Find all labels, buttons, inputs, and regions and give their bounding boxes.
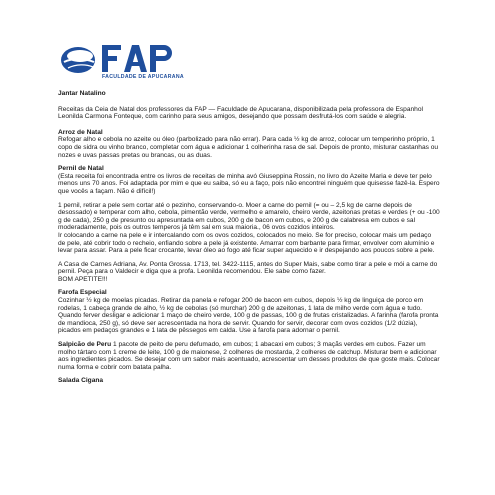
section-text — [58, 341, 440, 371]
logo-subtitle: FACULDADE DE APUCARANA — [102, 74, 184, 80]
section-heading: Pernil de Natal — [58, 165, 104, 173]
section-closing: BOM APETITE!!! — [58, 275, 108, 283]
section-pernil — [58, 165, 440, 283]
section-salada — [58, 377, 440, 385]
section-text: Ir colocando a carne na pele e ir intercalando com os ovos cozidos, colocados no meio. Se for preciso, colocar mais um pedaço de pele, até cobrir todo o recheio, enfiando sobre a pele já existente. Amarrar com barbante para firmar, envolver com alumínio e levar para assar. Para a pele ficar crocante, levar óleo ao fogo até ficar super aquecido e ir despejando aos poucos sobre a pele. — [58, 231, 435, 255]
section-text: Refogar alho e cebola no azeite ou óleo (parbolizado para não errar). Para cada ½ kg de arroz, colocar um temperinho próprio, 1 copo de sidra ou vinho branco, completar com água e adicionar 1 colherinha rasa de sal. Depois de pronto, misturar castanhas ou nozes e uvas passas pretas ou brancas, ou as duas. — [58, 136, 439, 159]
section-heading: Salpicão de Peru — [58, 341, 112, 349]
section-heading: Farofa Especial — [58, 289, 107, 297]
document-body — [58, 90, 440, 391]
section-farofa — [58, 289, 440, 335]
section-text: A Casa de Carnes Adriana, Av. Ponta Grossa. 1713, tel. 3422-1115, antes do Super Mais, sabe como tirar a pele e mói a carne do pernil. Peça para o Valdecir e diga que a profa. Leonilda recomendou. Ele sabe como fazer. — [58, 260, 438, 276]
intro-paragraph: Receitas da Ceia de Natal dos professores da FAP — Faculdade de Apucarana, disponibilizada pela professora de Espanhol Leonilda Carmona Fonteque, com carinho para seus amigos, desejando que possam desfrutá-los com saúde e alegria. — [58, 105, 423, 121]
document-title: Jantar Natalino — [58, 90, 106, 97]
section-arroz — [58, 129, 440, 159]
section-text: 1 pernil, retirar a pele sem cortar até o pezinho, conservando-o. Moer a carne do pernil (= ou – 2,5 kg de carne depois de desossado) e temperar com alho, cebola, pimentão verde, vermelho e amarelo, cheiro verde, azeitonas pretas e verdes (+ ou -100 g de cada), 250 g de presunto ou apresuntada em cubos, 200 g de bacon em cubos, e 200 g de calabresa em cubos e sal moderadamente, pois os outros temperos já têm sal em sua maioria., 06 ovos cozidos inteiros. — [58, 201, 440, 232]
section-salpicao — [58, 341, 440, 371]
section-note: (Esta receita foi encontrada entre os livros de receitas de minha avó Giuseppina Rossin, no livro do Azeite Maria e deve ter pelo menos uns 70 anos. Foi adaptada por mim e que eu saiba, só eu a faço, pois não encontrei ninguém que quisesse fazê-la. Espero que vocês a façam. Não é difícil!) — [58, 172, 440, 195]
section-heading: Salada Cigana — [58, 377, 104, 385]
section-heading: Arroz de Natal — [58, 128, 103, 136]
section-inline-text: 1 pacote de peito de peru defumado, em cubos; 1 abacaxi em cubos; 3 maçãs verdes em cubos. Fazer um molho tártaro com 1 creme de leite, 100 g de maionese, 2 colheres de mostarda, 2 colheres de catchup. Misturar bem e adicionar aos ingredientes picados. Se desejar com um sabor mais acentuado, acrescentar um desses produtos de que goste mais. Colocar numa forma e cobrir com batata palha. — [58, 341, 440, 371]
section-text: Cozinhar ½ kg de moelas picadas. Retirar da panela e refogar 200 de bacon em cubos, depois ½ kg de linguiça de porco em rodelas, 1 cabeça grande de alho, ½ kg de cebolas (só murchar) 200 g de azeitonas, 1 lata de milho verde com água e tudo. Quando ferver desligar e adicionar 1 maço de cheiro verde, 100 g de passas, 100 g de frutas cristalizadas. A farinha (farofa pronta de mandioca, 250 g), só deve ser acrescentada na hora de servir. Quando for servir, decorar com ovos cozidos (1/2 dúzia), picados em pedaços grandes e 1 lata de pêssegos em calda. Use a farofa para adornar o pernil. — [58, 297, 439, 335]
fap-logo — [58, 36, 198, 86]
